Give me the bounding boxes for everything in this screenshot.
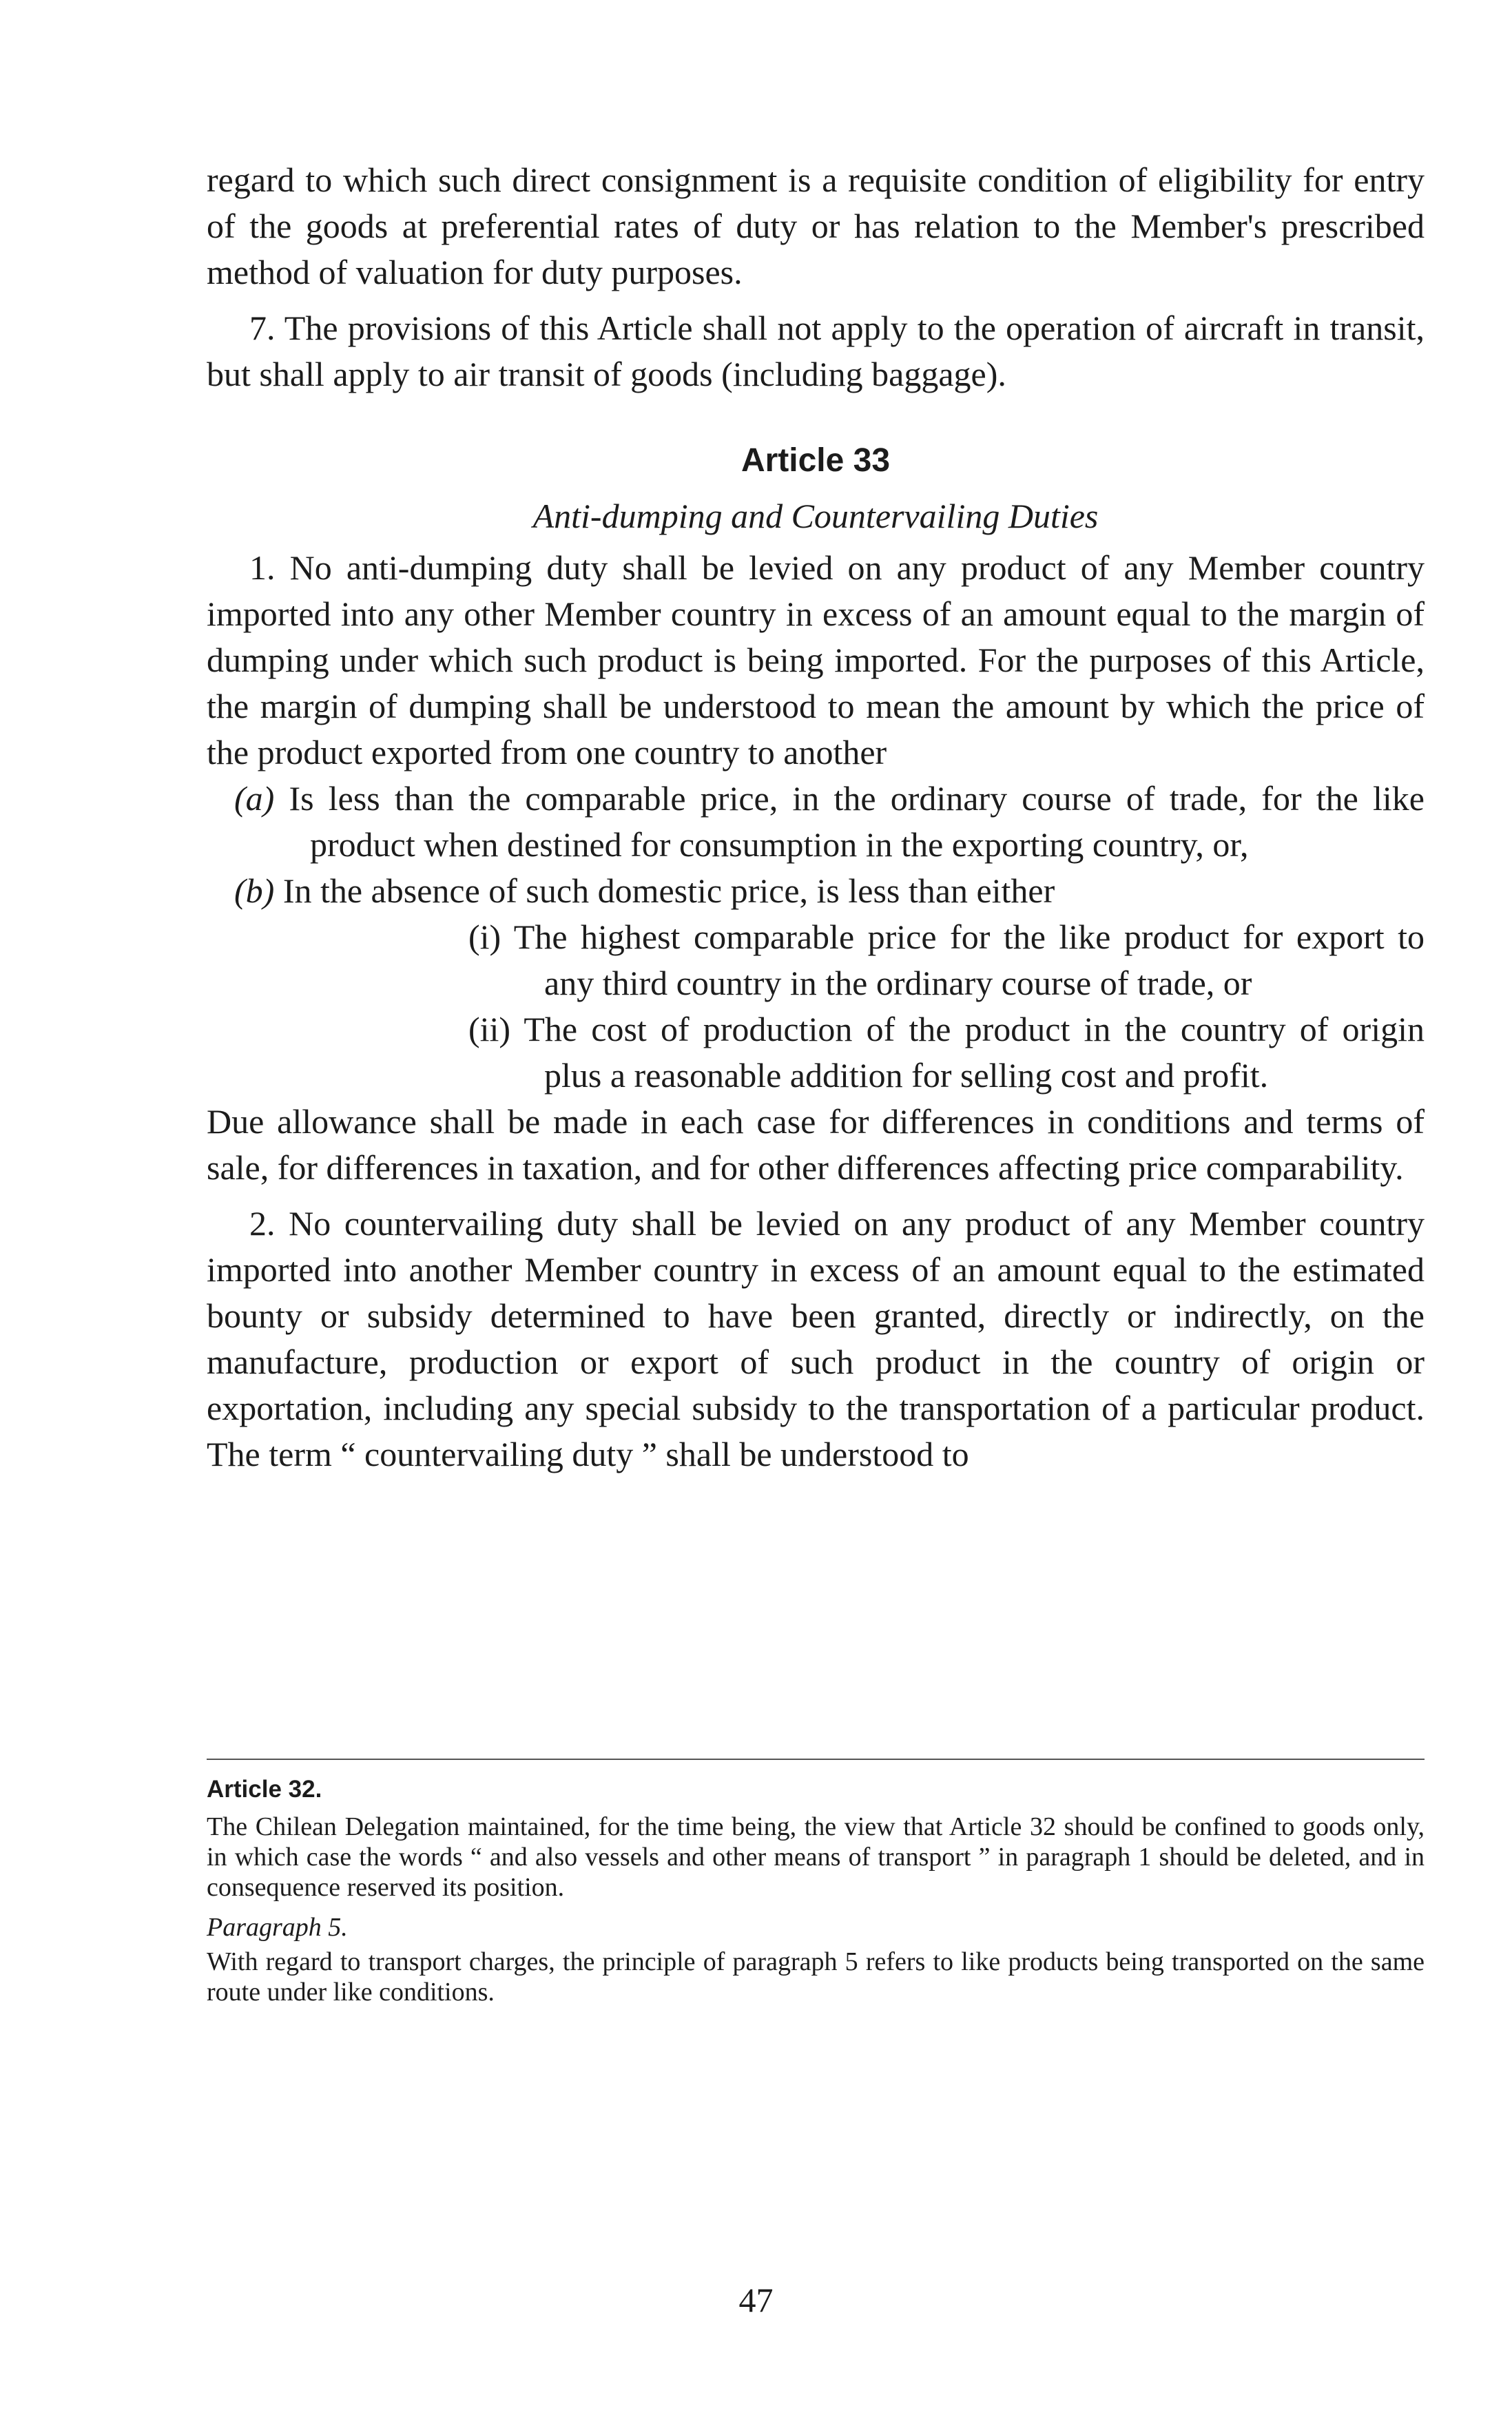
paragraph-1: 1. No anti-dumping duty shall be levied on any product of any Member country imported into any other Member country in excess of an amount equal to the margin of dumping under which such product is being imported. For the purposes of this Article, the margin of dumping shall be understood to mean the amount by which the price of the product exported from one country to another bbox=[207, 548, 1425, 771]
list-label-a: (a) bbox=[234, 779, 275, 818]
list-text-ii: The cost of production of the product in the country of origin plus a reasonable addition for selling cost and profit. bbox=[524, 1010, 1425, 1095]
list-label-i: (i) bbox=[468, 918, 501, 956]
paragraph-2: 2. No countervailing duty shall be levied on any product of any Member country imported into another Member country in excess of an amount equal to the estimated bounty or subsidy determined to have been granted, directly or indirectly, on the manufacture, production or export of such product in the country of origin or exportation, including any special subsidy to the transportation of a particular product. The term “ countervailing duty ” shall be understood to bbox=[207, 1204, 1425, 1473]
list-text-b: In the absence of such domestic price, is less than either bbox=[282, 871, 1055, 910]
footnote-divider bbox=[207, 1759, 1425, 1760]
list-label-b: (b) bbox=[234, 871, 275, 910]
article-subtitle: Anti-dumping and Countervailing Duties bbox=[532, 497, 1099, 535]
footnote-subheading: Paragraph 5. bbox=[207, 1913, 348, 1942]
page-number: 47 bbox=[738, 2281, 774, 2319]
list-item-b bbox=[207, 868, 1425, 914]
paragraph-7: 7. The provisions of this Article shall not apply to the operation of aircraft in transit, but shall apply to air transit of goods (including baggage). bbox=[207, 309, 1425, 393]
allowance-paragraph: Due allowance shall be made in each case for differences in conditions and terms of sale, for differences in taxation, and for other differences affecting price comparability. bbox=[207, 1102, 1425, 1187]
footnote-heading: Article 32. bbox=[207, 1776, 322, 1803]
footnotes bbox=[207, 1774, 1425, 2007]
footnote-text-2: With regard to transport charges, the principle of paragraph 5 refers to like products being transported on the same route under like conditions. bbox=[207, 1947, 1425, 2007]
list-label-ii: (ii) bbox=[468, 1010, 511, 1048]
main-text bbox=[207, 157, 1425, 1478]
article-heading: Article 33 bbox=[741, 442, 891, 479]
continued-paragraph: regard to which such direct consignment is a requisite condition of eligibility for entry of the goods at preferential rates of duty or has relation to the Member's prescribed method of valuation for duty purposes. bbox=[207, 160, 1425, 291]
list-item-a bbox=[207, 776, 1425, 868]
list-text-a: Is less than the comparable price, in the ordinary course of trade, for the like product when destined for consumption in the exporting country, or, bbox=[289, 779, 1425, 864]
list-item-ii bbox=[207, 1006, 1425, 1099]
list-item-i bbox=[207, 914, 1425, 1006]
footnote-text-1: The Chilean Delegation maintained, for the time being, the view that Article 32 should be confined to goods only, in which case the words “ and also vessels and other means of transport ” in paragraph 1 should be deleted, and in consequence reserved its position. bbox=[207, 1812, 1425, 1902]
list-text-i: The highest comparable price for the like product for export to any third country in the ordinary course of trade, or bbox=[513, 918, 1425, 1002]
